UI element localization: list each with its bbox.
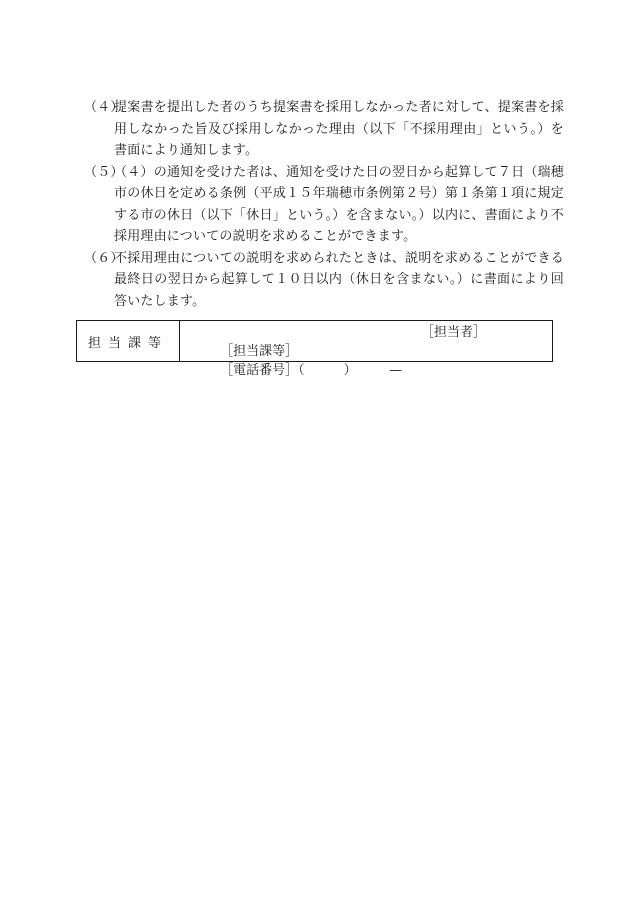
phone-row [187, 342, 546, 378]
item-number: （６） [84, 250, 124, 266]
person-field: ［担当者］ [421, 325, 487, 340]
item-text: （４）の通知を受けた者は、通知を受けた日の翌日から起算して７日（瑞穂市の休日を定める条例（平成１５年瑞穂市条例第２号）第１条第１項に規定する市の休日（以下「休日」という。）を含まない。）以内に、書面により不採用理由についての説明を求めることができます。 [114, 164, 564, 244]
item-number: （５） [84, 164, 124, 180]
phone-field: ［電話番号］（ ） — [220, 363, 403, 378]
contact-table [76, 320, 553, 378]
notice-list [84, 97, 564, 312]
dept-row [187, 323, 546, 359]
item-text: 不採用理由についての説明を求められたときは、説明を求めることができる最終日の翌日から起算して１０日以内（休日を含まない。）に書面により回答いたします。 [114, 250, 564, 309]
item-number: （４） [84, 100, 124, 115]
notice-item-4 [84, 97, 564, 162]
notice-item-5 [84, 162, 564, 248]
dept-field: ［担当課等］ [220, 344, 299, 359]
notice-item-6 [84, 248, 564, 313]
contact-label: 担当課等 [77, 321, 180, 361]
item-text: 提案書を提出した者のうち提案書を採用しなかった者に対して、提案書を採用しなかった旨及び採用しなかった理由（以下「不採用理由」という。）を書面により通知します。 [114, 100, 564, 158]
contact-info [187, 323, 546, 378]
